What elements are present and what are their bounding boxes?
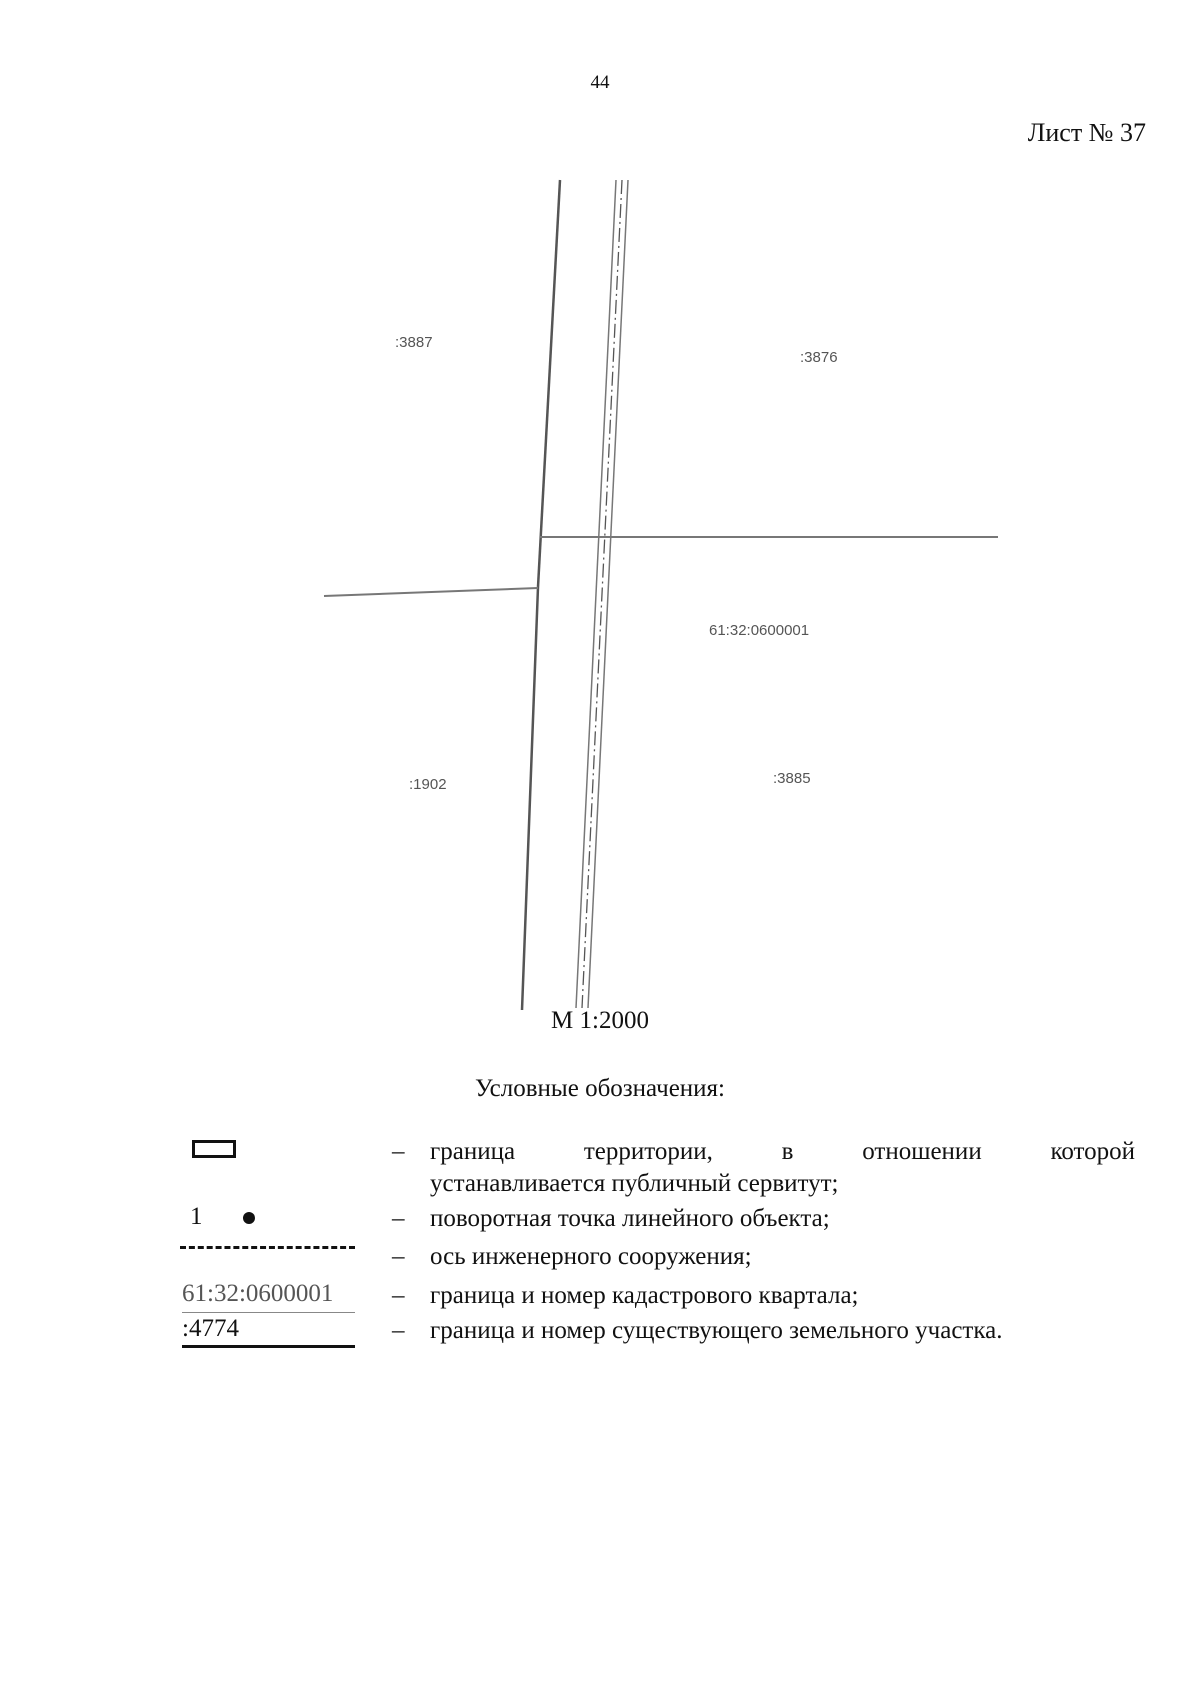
servitude-boundary-right xyxy=(588,180,628,1008)
parcel-line-symbol xyxy=(182,1345,355,1348)
quarter-number-symbol: 61:32:0600001 xyxy=(182,1280,334,1307)
axis-dashed-symbol xyxy=(180,1246,355,1249)
legend-dash: – xyxy=(392,1317,405,1344)
legend-dash: – xyxy=(392,1282,405,1309)
label-quarter-number: 61:32:0600001 xyxy=(709,622,810,639)
sheet-label: Лист № 37 xyxy=(1027,118,1146,147)
legend-dash: – xyxy=(392,1205,405,1232)
legend-text: граница и номер существующего земельного участка. xyxy=(430,1317,1003,1344)
engineering-axis-line xyxy=(582,180,622,1008)
parcel-boundary-upper xyxy=(538,180,560,587)
page-number: 44 xyxy=(590,72,610,93)
servitude-boundary-left xyxy=(576,180,616,1008)
quarter-line-symbol xyxy=(182,1312,355,1313)
legend-text: ось инженерного сооружения; xyxy=(430,1243,752,1270)
quarter-boundary-left xyxy=(324,588,538,596)
legend-text-line2: устанавливается публичный сервитут; xyxy=(430,1170,839,1197)
legend-text: граница и номер кадастрового квартала; xyxy=(430,1282,859,1309)
label-parcel-1902: :1902 xyxy=(409,776,447,793)
label-parcel-3887: :3887 xyxy=(395,334,433,351)
parcel-number-symbol: :4774 xyxy=(182,1315,239,1342)
turning-point-dot-icon xyxy=(243,1212,255,1224)
map-scale: М 1:2000 xyxy=(551,1007,649,1034)
label-parcel-3876: :3876 xyxy=(800,349,838,366)
legend-text: поворотная точка линейного объекта; xyxy=(430,1205,830,1232)
legend-dash: – xyxy=(392,1138,405,1165)
legend-dash: – xyxy=(392,1243,405,1270)
servitude-boundary-symbol xyxy=(192,1140,236,1158)
legend-title: Условные обозначения: xyxy=(474,1075,726,1102)
legend-text-line1: граница территории, в отношении которой xyxy=(430,1138,1135,1165)
parcel-boundary-lower xyxy=(522,587,538,1010)
turning-point-number: 1 xyxy=(190,1203,203,1230)
label-parcel-3885: :3885 xyxy=(773,770,811,787)
